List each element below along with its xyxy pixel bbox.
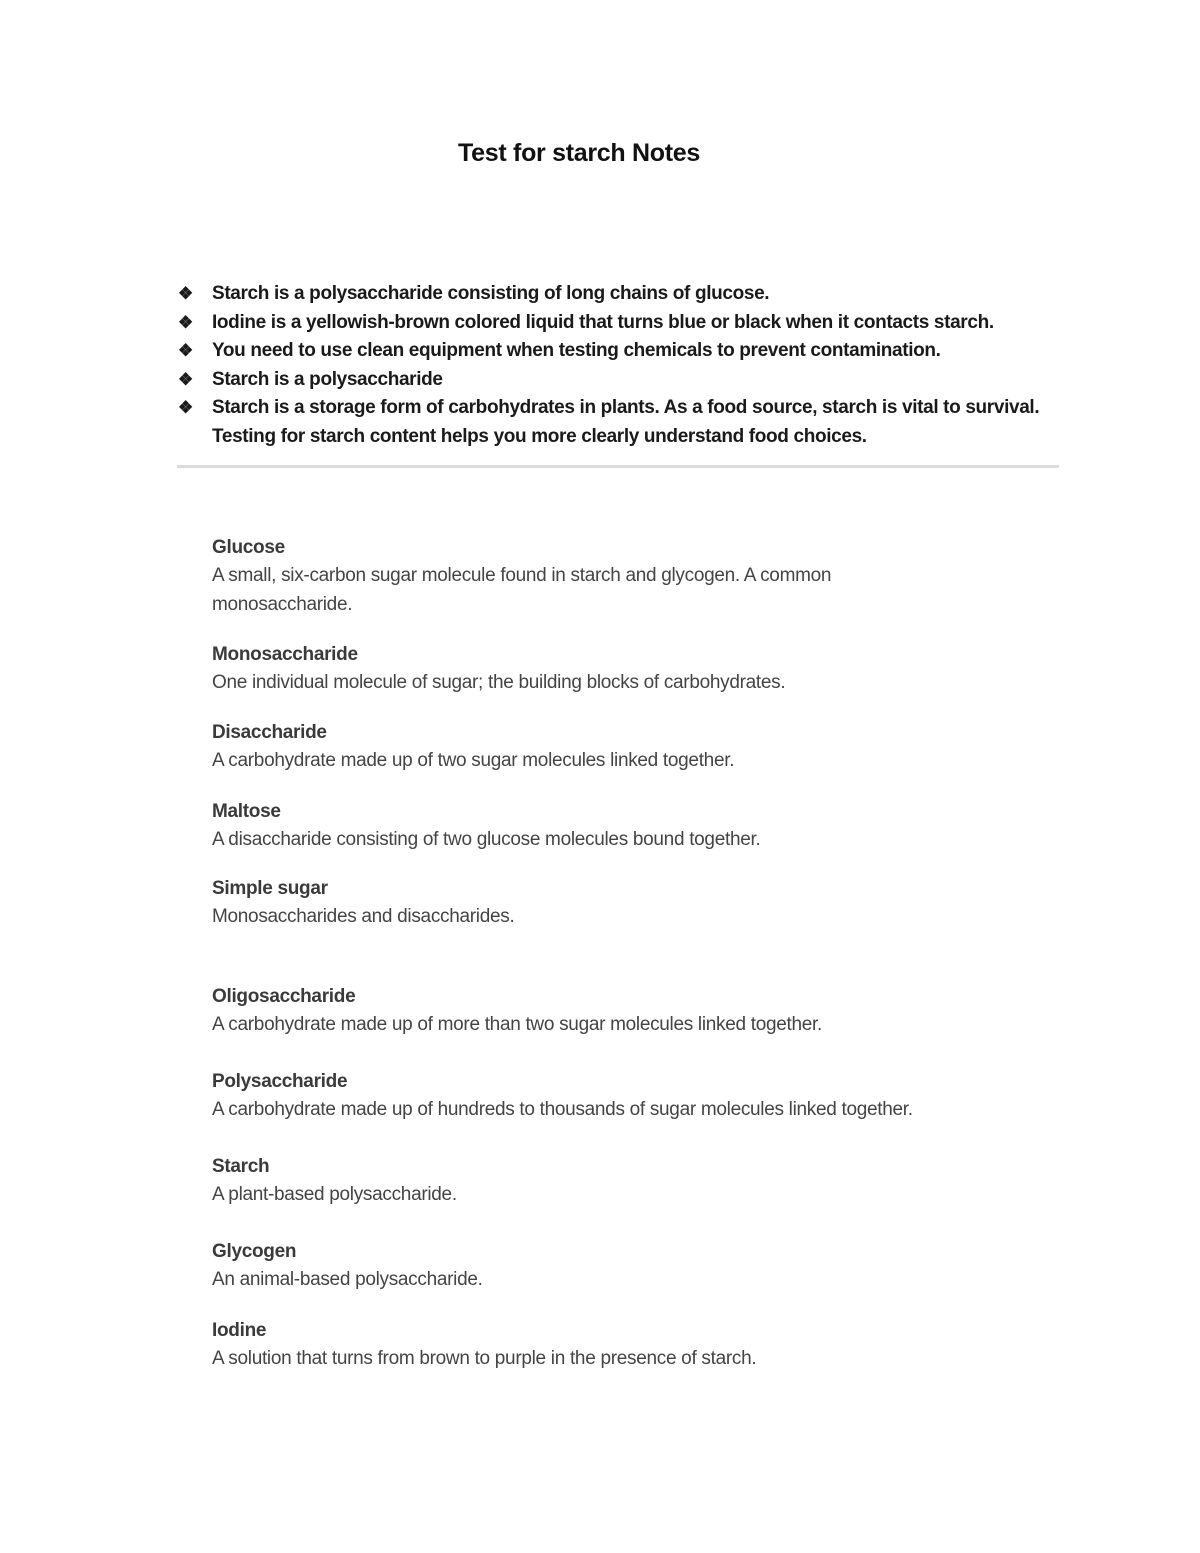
bullet-item xyxy=(178,280,1058,309)
glossary-definition: A small, six-carbon sugar molecule found in starch and glycogen. A common monosaccharide. xyxy=(212,565,832,615)
glossary-entry-glucose xyxy=(212,534,1032,619)
glossary-term: Oligosaccharide xyxy=(212,986,356,1007)
glossary-entry-oligosaccharide xyxy=(212,983,1032,1040)
glossary-definition: A disaccharide consisting of two glucose molecules bound together. xyxy=(212,829,761,850)
glossary-entry-glycogen xyxy=(212,1238,1032,1295)
bullet-text: Iodine is a yellowish-brown colored liquid that turns blue or black when it contacts starch. xyxy=(212,311,994,333)
glossary-definition: An animal-based polysaccharide. xyxy=(212,1269,483,1290)
glossary-term: Glycogen xyxy=(212,1241,297,1262)
glossary-definition: Monosaccharides and disaccharides. xyxy=(212,906,515,927)
bullet-text: Starch is a polysaccharide consisting of long chains of glucose. xyxy=(212,283,770,304)
glossary-definition: One individual molecule of sugar; the building blocks of carbohydrates. xyxy=(212,672,786,693)
glossary-entry-polysaccharide xyxy=(212,1068,1032,1125)
glossary-term: Simple sugar xyxy=(212,878,328,899)
diamond-bullet-icon: ❖ xyxy=(178,369,193,389)
page-title: Test for starch Notes xyxy=(458,139,700,167)
glossary-term: Iodine xyxy=(212,1320,267,1341)
glossary-term: Disaccharide xyxy=(212,722,327,743)
diamond-bullet-icon: ❖ xyxy=(178,284,193,303)
glossary-definition: A solution that turns from brown to purple in the presence of starch. xyxy=(212,1348,757,1369)
glossary-entry-monosaccharide xyxy=(212,641,1032,698)
glossary-definition: A carbohydrate made up of hundreds to thousands of sugar molecules linked together. xyxy=(212,1099,913,1120)
glossary-term: Monosaccharide xyxy=(212,644,358,665)
key-points-list xyxy=(178,280,1058,452)
diamond-bullet-icon: ❖ xyxy=(178,312,193,332)
glossary-definition: A carbohydrate made up of two sugar molecules linked together. xyxy=(212,750,735,771)
glossary-definition: A plant-based polysaccharide. xyxy=(212,1184,457,1205)
glossary-definition: A carbohydrate made up of more than two sugar molecules linked together. xyxy=(212,1014,822,1035)
glossary-entry-simple-sugar xyxy=(212,875,1032,932)
bullet-text: Starch is a storage form of carbohydrates in plants. As a food source, starch is vital to survival. Testing for starch content helps you more clearly understand food choices. xyxy=(212,397,1040,447)
glossary-term: Polysaccharide xyxy=(212,1071,348,1092)
section-divider xyxy=(177,465,1059,468)
bullet-text: Starch is a polysaccharide xyxy=(212,368,443,390)
glossary-entry-iodine xyxy=(212,1317,1032,1374)
bullet-item xyxy=(178,366,1058,395)
bullet-item xyxy=(178,394,1058,451)
glossary-entry-maltose xyxy=(212,798,1032,855)
glossary-term: Starch xyxy=(212,1156,270,1177)
diamond-bullet-icon: ❖ xyxy=(178,341,193,361)
glossary-term: Glucose xyxy=(212,537,285,558)
bullet-item xyxy=(178,309,1058,338)
glossary-entry-disaccharide xyxy=(212,719,1032,776)
diamond-bullet-icon: ❖ xyxy=(178,398,193,418)
bullet-text: You need to use clean equipment when testing chemicals to prevent contamination. xyxy=(212,340,941,362)
glossary-term: Maltose xyxy=(212,801,281,822)
glossary-entry-starch xyxy=(212,1153,1032,1210)
bullet-item xyxy=(178,337,1058,366)
